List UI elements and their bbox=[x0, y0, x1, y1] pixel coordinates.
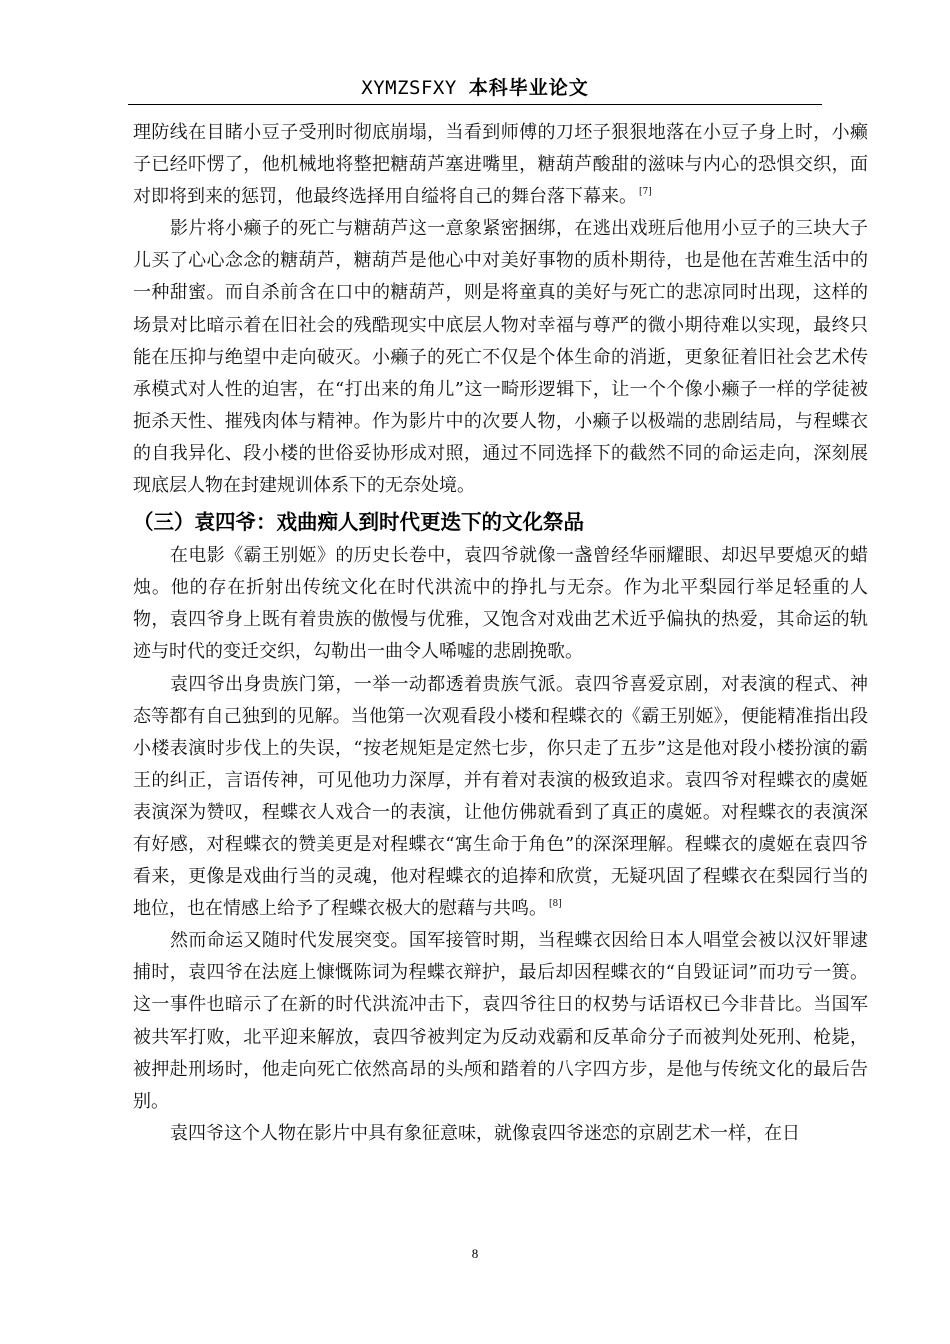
paragraph bbox=[133, 1118, 868, 1150]
paragraph bbox=[133, 925, 868, 1118]
paragraph bbox=[133, 213, 868, 502]
paragraph bbox=[133, 669, 868, 926]
citation-ref: [8] bbox=[549, 899, 562, 910]
paragraph-text: 然而命运又随时代发展突变。国军接管时期，当程蝶衣因给日本人唱堂会被以汉奸罪逮捕时，袁四爷在法庭上慷慨陈词为程蝶衣辩护，最后却因程蝶衣的“自毁证词”而功亏一篑。这一事件也暗示了在新的时代洪流冲击下，袁四爷往日的权势与话语权已今非昔比。当国军被共军打败，北平迎来解放，袁四爷被判定为反动戏霸和反革命分子而被判处死刑、枪毙，被押赴刑场时，他走向死亡依然高昂的头颅和踏着的八字四方步，是他与传统文化的最后告别。 bbox=[133, 930, 868, 1112]
body-text bbox=[133, 117, 868, 1150]
paragraph-text: 理防线在目睹小豆子受刑时彻底崩塌，当看到师傅的刀坯子狠狠地落在小豆子身上时，小癞子已经吓愣了，他机械地将整把糖葫芦塞进嘴里，糖葫芦酸甜的滋味与内心的恐惧交织，面对即将到来的惩罚，他最终选择用自缢将自己的舞台落下幕来。 bbox=[133, 122, 868, 208]
paragraph-text: 影片将小癞子的死亡与糖葫芦这一意象紧密捆绑，在逃出戏班后他用小豆子的三块大子儿买了心心念念的糖葫芦，糖葫芦是他心中对美好事物的质朴期待，也是他在苦难生活中的一种甜蜜。而自杀前含在口中的糖葫芦，则是将童真的美好与死亡的悲凉同时出现，这样的场景对比暗示着在旧社会的残酷现实中底层人物对幸福与尊严的微小期待难以实现，最终只能在压抑与绝望中走向破灭。小癞子的死亡不仅是个体生命的消逝，更象征着旧社会艺术传承模式对人性的迫害，在“打出来的角儿”这一畸形逻辑下，让一个个像小癞子一样的学徒被扼杀天性、摧残肉体与精神。作为影片中的次要人物，小癞子以极端的悲剧结局，与程蝶衣的自我异化、段小楼的世俗妥协形成对照，通过不同选择下的截然不同的命运走向，深刻展现底层人物在封建规训体系下的无奈处境。 bbox=[133, 218, 868, 497]
running-header bbox=[0, 73, 950, 100]
header-rule bbox=[128, 104, 822, 105]
paragraph-text: 袁四爷出身贵族门第，一举一动都透着贵族气派。袁四爷喜爱京剧，对表演的程式、神态等都有自己独到的见解。当他第一次观看段小楼和程蝶衣的《霸王别姬》，便能精准指出段小楼表演时步伐上的失误，“按老规矩是定然七步，你只走了五步”这是他对段小楼扮演的霸王的纠正，言语传神，可见他功力深厚，并有着对表演的极致追求。袁四爷对程蝶衣的虞姬表演深为赞叹，程蝶衣人戏合一的表演，让他仿佛就看到了真正的虞姬。对程蝶衣的表演深有好感，对程蝶衣的赞美更是对程蝶衣“寓生命于角色”的深深理解。程蝶衣的虞姬在袁四爷看来，更像是戏曲行当的灵魂，他对程蝶衣的追捧和欣赏，无疑巩固了程蝶衣在梨园行当的地位，也在情感上给予了程蝶衣极大的慰藉与共鸣。 bbox=[133, 673, 868, 920]
header-latin: XYMZSFXY bbox=[361, 77, 457, 99]
page-number: 8 bbox=[471, 1246, 479, 1261]
header-title: 本科毕业论文 bbox=[468, 77, 589, 99]
citation-ref: [7] bbox=[639, 187, 652, 198]
paragraph-text: 在电影《霸王别姬》的历史长卷中，袁四爷就像一盏曾经华丽耀眼、却迟早要熄灭的蜡烛。他的存在折射出传统文化在时代洪流中的挣扎与无奈。作为北平梨园行举足轻重的人物，袁四爷身上既有着贵族的傲慢与优雅，又饱含对戏曲艺术近乎偏执的热爱，其命运的轨迹与时代的变迁交织，勾勒出一曲令人唏嘘的悲剧挽歌。 bbox=[133, 545, 868, 663]
paragraph bbox=[133, 540, 868, 668]
paragraph-text: 袁四爷这个人物在影片中具有象征意味，就像袁四爷迷恋的京剧艺术一样，在日 bbox=[170, 1122, 800, 1144]
section-heading: （三）袁四爷：戏曲痴人到时代更迭下的文化祭品 bbox=[133, 510, 584, 535]
paragraph bbox=[133, 117, 868, 213]
